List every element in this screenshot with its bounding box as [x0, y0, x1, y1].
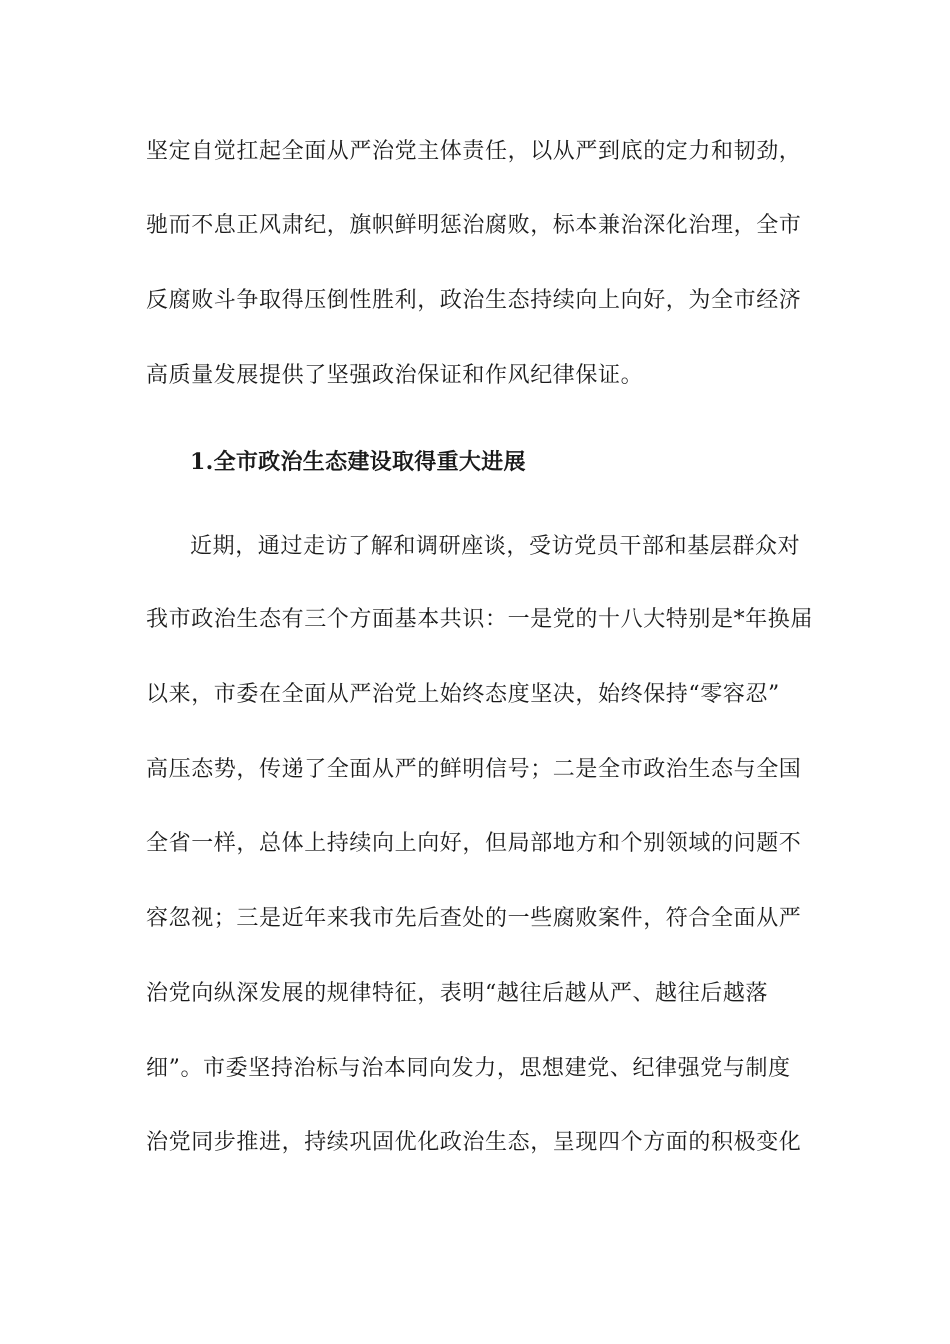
paragraph-line: 反腐败斗争取得压倒性胜利，政治生态持续向上向好，为全市经济 — [146, 288, 802, 313]
paragraph-line: 高压态势，传递了全面从严的鲜明信号；二是全市政治生态与全国 — [146, 757, 802, 782]
paragraph-line: 治党向纵深发展的规律特征，表明“越往后越从严、越往后越落 — [146, 981, 769, 1006]
paragraph-line: 高质量发展提供了坚强政治保证和作风纪律保证。 — [146, 363, 644, 388]
section-heading: 1.全市政治生态建设取得重大进展 — [190, 449, 526, 475]
paragraph-line: 驰而不息正风肃纪，旗帜鲜明惩治腐败，标本兼治深化治理，全市 — [146, 213, 802, 238]
paragraph-line: 细”。市委坚持治标与治本同向发力，思想建党、纪律强党与制度 — [146, 1056, 791, 1081]
paragraph-line: 治党同步推进，持续巩固优化政治生态，呈现四个方面的积极变化 — [146, 1130, 802, 1155]
paragraph-line: 坚定自觉扛起全面从严治党主体责任，以从严到底的定力和韧劲， — [146, 139, 802, 164]
paragraph-line: 以来，市委在全面从严治党上始终态度坚决，始终保持“零容忍” — [146, 682, 780, 707]
paragraph-line: 全省一样，总体上持续向上向好，但局部地方和个别领域的问题不 — [146, 831, 802, 856]
paragraph-line: 我市政治生态有三个方面基本共识：一是党的十八大特别是*年换届 — [146, 607, 814, 632]
paragraph-line: 容忽视；三是近年来我市先后查处的一些腐败案件，符合全面从严 — [146, 906, 802, 931]
paragraph-line: 近期，通过走访了解和调研座谈，受访党员干部和基层群众对 — [190, 534, 801, 559]
